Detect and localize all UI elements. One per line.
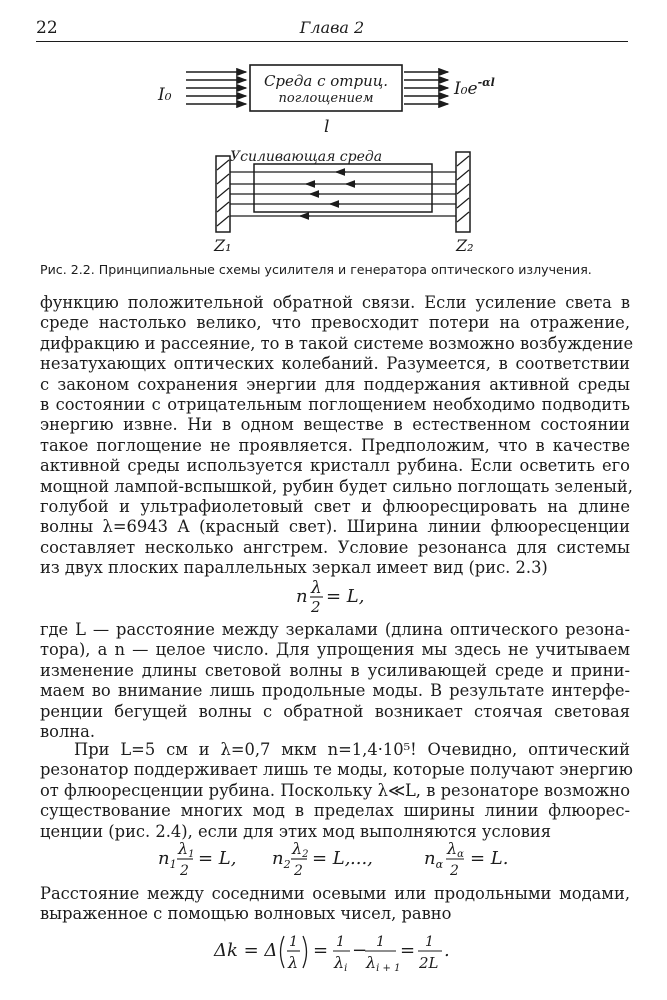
svg-text:2: 2	[294, 863, 303, 879]
text-line: ценции (рис. 2.4), если для этих мод выполняются условия	[40, 821, 552, 841]
svg-text:= L,: = L,	[198, 848, 237, 869]
amplifier-output-label: $I_0e^{-\alpha l}$	[454, 76, 495, 99]
svg-text:=: =	[313, 940, 329, 961]
text-line: При L=5 см и λ=0,7 мкм n=1,4·10⁵! Очевидно, оптический	[74, 740, 630, 759]
generator-diagram	[213, 149, 474, 255]
gain-medium	[254, 164, 432, 212]
svg-text:Δk = Δ: Δk = Δ	[214, 940, 278, 961]
text-line: голубой и ультрафиолетовый свет и флюоресцировать на длине	[40, 497, 630, 517]
resonator-rays	[230, 172, 456, 216]
svg-text:.: .	[444, 940, 450, 961]
text-line: в состоянии с отрицательным поглощением необходимо подводить	[40, 395, 630, 415]
text-line: функцию положительной обратной связи. Если усиление света в	[40, 293, 630, 312]
formula-mode-conditions	[0, 838, 667, 887]
amplifier-box-label-1: Среда с отриц.	[263, 72, 389, 90]
text-line: незатухающих оптических колебаний. Разумеется, в соответствии	[40, 354, 630, 374]
text-line: такое поглощение не проявляется. Предположим, что в качестве	[40, 435, 630, 455]
text-line: дифракцию и рассеяние, то в такой системе возможно возбуждение	[40, 333, 634, 353]
text-line: энергию извне. Ни в одном веществе в естественном состоянии	[40, 415, 630, 435]
svg-text:= L,: = L,	[326, 586, 365, 607]
svg-text:1: 1	[376, 934, 385, 950]
svg-text:2: 2	[450, 863, 459, 879]
text-line: резонатор поддерживает лишь те моды, которые получают энергию	[40, 760, 633, 780]
svg-text:λ1: λ1	[178, 839, 195, 860]
generator-label: Усиливающая среда	[230, 149, 383, 165]
svg-text:λ2: λ2	[292, 839, 309, 860]
text-line: с законом сохранения энергии для поддержания активной среды	[40, 374, 630, 394]
mirror-right	[456, 152, 470, 232]
text-line: от флюоресценции рубина. Поскольку λ≪L, в резонаторе возможно	[40, 780, 630, 800]
paragraph-4	[40, 884, 630, 925]
text-line: маем во внимание лишь продольные моды. В результате интерфе-	[40, 681, 630, 701]
paragraph-3	[40, 740, 633, 842]
page-number: 22	[36, 18, 58, 38]
text-line: тора), а n — целое число. Для упрощения мы здесь не учитываем	[40, 640, 630, 660]
svg-text:1: 1	[425, 934, 434, 950]
svg-text:nα: $n_\alpha$	[424, 848, 444, 871]
svg-text:2: 2	[311, 598, 321, 616]
amplifier-box-label-2: поглощением	[278, 91, 374, 106]
text-line: ренции бегущей волны с обратной возникает стоячая световая	[40, 701, 630, 721]
text-line: из двух плоских параллельных зеркал имеет вид (рис. 2.3)	[40, 558, 548, 578]
amplifier-input-label: I₀	[158, 85, 172, 105]
svg-text:1: 1	[289, 934, 298, 950]
length-label: l	[324, 117, 330, 137]
mirror-left-label: Z₁	[214, 236, 232, 255]
svg-text:= L,: = L,	[312, 848, 351, 869]
svg-text:= L.: = L.	[470, 848, 509, 869]
running-title: Глава 2	[299, 18, 365, 37]
svg-text:...,: ...,	[350, 848, 373, 869]
mirror-right-label: Z₂	[456, 236, 474, 255]
svg-text:1: 1	[336, 934, 345, 950]
text-line: мощной лампой-вспышкой, рубин будет сильно поглощать зеленый,	[40, 476, 633, 496]
svg-text:2: 2	[180, 863, 189, 879]
amplifier-diagram	[157, 65, 495, 137]
text-line: активной среды используется кристалл рубина. Если осветить его	[40, 456, 630, 476]
svg-text:n: n	[296, 586, 308, 607]
paragraph-1	[40, 293, 634, 579]
mirror-left	[216, 156, 230, 232]
text-line: волна.	[40, 722, 96, 742]
svg-text:−: −	[352, 940, 368, 961]
text-line: изменение длины световой волны в усиливающей среде и прини-	[40, 660, 630, 680]
svg-text:=: =	[400, 940, 416, 961]
input-arrows	[186, 72, 246, 104]
page-header	[36, 12, 628, 36]
output-arrows	[404, 72, 448, 104]
formula-resonance	[0, 576, 667, 621]
text-line: составляет несколько ангстрем. Условие резонанса для системы	[40, 537, 630, 557]
formula-wavenumber-spacing	[0, 928, 667, 985]
header-rule	[36, 41, 628, 42]
text-line: выраженное с помощью волновых чисел, равно	[40, 904, 452, 924]
paragraph-2	[40, 620, 630, 742]
svg-text:λ: λ	[311, 578, 322, 598]
text-line: среде настолько велико, что превосходит потери на отражение,	[40, 313, 630, 333]
svg-text:λi: λi	[334, 953, 348, 974]
svg-text:λi + 1: λi + 1	[366, 953, 401, 974]
figure-2-2	[150, 58, 520, 258]
svg-text:n2: $n_2$	[272, 848, 291, 871]
text-line: Расстояние между соседними осевыми или продольными модами,	[40, 884, 630, 903]
svg-text:λ: λ	[288, 953, 299, 972]
svg-text:2L: 2L	[419, 954, 439, 972]
svg-text:λα: λα	[447, 839, 464, 860]
text-line: где L — расстояние между зеркалами (длина оптического резона-	[40, 620, 630, 639]
text-line: существование многих мод в пределах ширины линии флюорес-	[40, 801, 630, 821]
text-line: волны λ=6943 А (красный свет). Ширина линии флюоресценции	[40, 517, 630, 537]
figure-caption: Рис. 2.2. Принципиальные схемы усилителя и генератора оптического излучения.	[40, 262, 592, 277]
svg-text:n1: $n_1$	[158, 848, 177, 871]
